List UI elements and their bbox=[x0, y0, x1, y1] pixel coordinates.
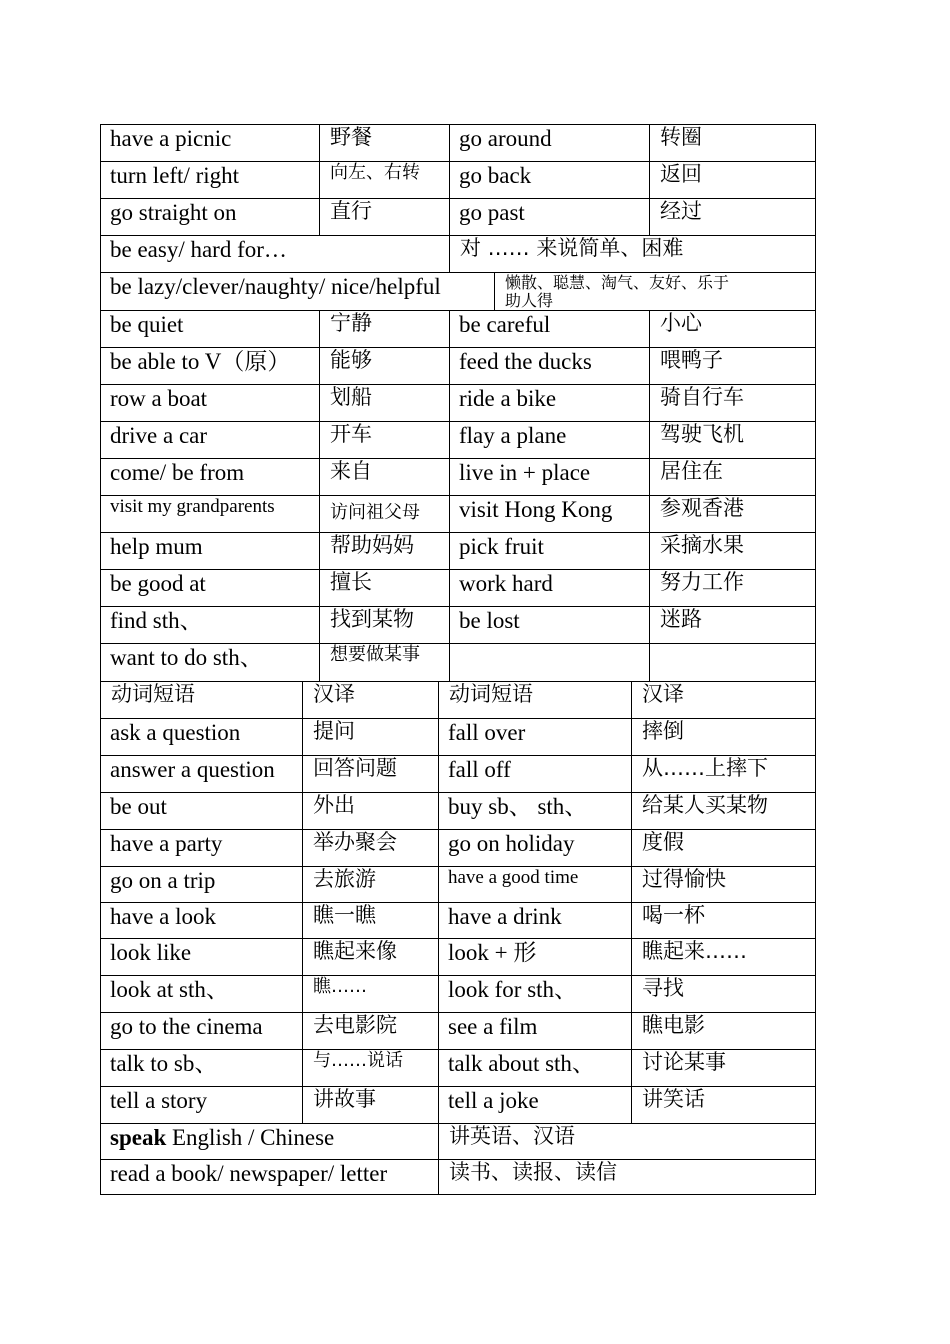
phrase-en: work hard bbox=[449, 570, 649, 606]
phrase-cn: 采摘水果 bbox=[649, 533, 815, 569]
phrase-en: look + 形 bbox=[438, 939, 631, 975]
phrase-en: look at sth、 bbox=[110, 977, 229, 1002]
phrase-cn bbox=[649, 644, 815, 681]
phrase-en: have a look bbox=[110, 904, 217, 929]
phrase-cn: 瞧…… bbox=[302, 976, 438, 1012]
phrase-en: drive a car bbox=[110, 423, 208, 448]
phrase-cn: 直行 bbox=[319, 199, 449, 235]
phrase-en: look for sth、 bbox=[438, 976, 631, 1012]
phrase-en: visit my grandparents bbox=[110, 496, 275, 517]
phrase-en: flay a plane bbox=[449, 422, 649, 458]
phrase-en: answer a question bbox=[110, 757, 275, 782]
phrase-cn: 野餐 bbox=[319, 125, 449, 161]
phrase-cn: 小心 bbox=[649, 311, 815, 347]
phrase-cn: 回答问题 bbox=[302, 756, 438, 792]
phrase-cn: 对 …… 来说简单、困难 bbox=[449, 236, 815, 272]
phrase-cn: 讨论某事 bbox=[631, 1050, 815, 1086]
table-row bbox=[100, 829, 816, 866]
column-header: 动词短语 bbox=[111, 682, 195, 706]
table-row bbox=[100, 272, 816, 310]
phrase-cn: 讲故事 bbox=[302, 1087, 438, 1123]
table-row bbox=[100, 902, 816, 938]
table-row bbox=[100, 718, 816, 755]
phrase-cn: 喝一杯 bbox=[631, 903, 815, 938]
phrase-cn: 寻找 bbox=[631, 976, 815, 1012]
phrase-en: feed the ducks bbox=[449, 348, 649, 384]
phrase-en: ask a question bbox=[110, 720, 241, 745]
table-row bbox=[100, 1123, 816, 1159]
table-row bbox=[100, 347, 816, 384]
phrase-en: be good at bbox=[110, 571, 206, 596]
phrase-cn: 与……说话 bbox=[302, 1050, 438, 1086]
phrase-cn: 经过 bbox=[649, 199, 815, 235]
table-row bbox=[100, 1012, 816, 1049]
phrase-cn: 驾驶飞机 bbox=[649, 422, 815, 458]
phrase-en: be able to V（原） bbox=[110, 349, 291, 374]
phrase-en: turn left/ right bbox=[110, 163, 240, 188]
table-row bbox=[100, 310, 816, 347]
phrase-en: buy sb、 sth、 bbox=[438, 793, 631, 829]
phrase-cn: 讲笑话 bbox=[631, 1087, 815, 1123]
phrase-cn: 划船 bbox=[319, 385, 449, 421]
phrase-cn: 瞧一瞧 bbox=[302, 903, 438, 938]
phrase-en: row a boat bbox=[110, 386, 208, 411]
phrase-cn: 开车 bbox=[319, 422, 449, 458]
phrase-en: have a drink bbox=[438, 903, 631, 938]
phrase-cn: 宁静 bbox=[319, 311, 449, 347]
table-row bbox=[100, 569, 816, 606]
phrase-en: have a picnic bbox=[110, 126, 232, 151]
table-row bbox=[100, 235, 816, 272]
phrase-cn: 举办聚会 bbox=[302, 830, 438, 866]
phrase-en-rest: English / Chinese bbox=[166, 1125, 335, 1150]
phrase-en: be lost bbox=[449, 607, 649, 643]
phrase-en: go straight on bbox=[110, 200, 237, 225]
table-header-row bbox=[100, 681, 816, 718]
phrase-cn: 瞧起来…… bbox=[631, 939, 815, 975]
column-header: 汉译 bbox=[631, 682, 815, 718]
phrase-en: help mum bbox=[110, 534, 203, 559]
phrase-en: see a film bbox=[438, 1013, 631, 1049]
phrase-en: fall over bbox=[438, 719, 631, 755]
table-row bbox=[100, 792, 816, 829]
phrase-en: look like bbox=[110, 940, 192, 965]
table-row bbox=[100, 866, 816, 902]
phrase-en: tell a story bbox=[110, 1088, 208, 1113]
phrase-en: fall off bbox=[438, 756, 631, 792]
phrase-cn: 度假 bbox=[631, 830, 815, 866]
phrase-cn: 从……上摔下 bbox=[631, 756, 815, 792]
phrase-en: go past bbox=[449, 199, 649, 235]
phrase-en: talk about sth、 bbox=[438, 1050, 631, 1086]
phrase-en: be quiet bbox=[110, 312, 184, 337]
phrase-en bbox=[101, 1124, 438, 1159]
phrase-cn: 想要做某事 bbox=[319, 644, 449, 681]
phrase-en: visit Hong Kong bbox=[449, 496, 649, 532]
phrase-cn: 擅长 bbox=[319, 570, 449, 606]
phrase-en: ride a bike bbox=[449, 385, 649, 421]
column-header: 动词短语 bbox=[438, 682, 631, 718]
table-row bbox=[100, 938, 816, 975]
phrase-cn: 帮助妈妈 bbox=[319, 533, 449, 569]
table-row bbox=[100, 161, 816, 198]
table-row bbox=[100, 384, 816, 421]
phrase-cn: 来自 bbox=[319, 459, 449, 495]
table-row bbox=[100, 532, 816, 569]
phrase-en: have a good time bbox=[438, 867, 631, 902]
phrase-en: live in + place bbox=[449, 459, 649, 495]
table-row bbox=[100, 458, 816, 495]
phrase-cn: 努力工作 bbox=[649, 570, 815, 606]
phrase-cn: 摔倒 bbox=[631, 719, 815, 755]
phrase-cn: 访问祖父母 bbox=[319, 496, 449, 532]
phrase-cn: 懒散、聪慧、淘气、友好、乐于助人得 bbox=[494, 273, 734, 310]
phrase-en: find sth、 bbox=[110, 608, 203, 633]
phrase-en: read a book/ newspaper/ letter bbox=[110, 1161, 388, 1186]
phrase-en: go around bbox=[449, 125, 649, 161]
phrase-cn: 讲英语、汉语 bbox=[438, 1124, 815, 1159]
phrase-cn: 参观香港 bbox=[649, 496, 815, 532]
bold-word: speak bbox=[110, 1125, 167, 1150]
phrase-en: be easy/ hard for… bbox=[110, 237, 287, 262]
phrase-cn: 返回 bbox=[649, 162, 815, 198]
vocabulary-table bbox=[100, 124, 816, 1195]
table-row bbox=[100, 1086, 816, 1123]
phrase-en: come/ be from bbox=[110, 460, 245, 485]
table-row bbox=[100, 421, 816, 458]
phrase-cn: 骑自行车 bbox=[649, 385, 815, 421]
phrase-cn: 提问 bbox=[302, 719, 438, 755]
phrase-cn: 找到某物 bbox=[319, 607, 449, 643]
phrase-cn: 去旅游 bbox=[302, 867, 438, 902]
phrase-cn: 喂鸭子 bbox=[649, 348, 815, 384]
table-row bbox=[100, 198, 816, 235]
phrase-en: be lazy/clever/naughty/ nice/helpful bbox=[110, 274, 441, 299]
phrase-cn: 过得愉快 bbox=[631, 867, 815, 902]
table-row bbox=[100, 975, 816, 1012]
phrase-en: go to the cinema bbox=[110, 1014, 263, 1039]
phrase-cn: 迷路 bbox=[649, 607, 815, 643]
phrase-en: pick fruit bbox=[449, 533, 649, 569]
phrase-cn: 能够 bbox=[319, 348, 449, 384]
table-row bbox=[100, 124, 816, 161]
table-row bbox=[100, 1049, 816, 1086]
phrase-en: be careful bbox=[449, 311, 649, 347]
phrase-en: talk to sb、 bbox=[110, 1051, 218, 1076]
phrase-cn: 给某人买某物 bbox=[631, 793, 815, 829]
phrase-cn: 居住在 bbox=[649, 459, 815, 495]
phrase-cn: 去电影院 bbox=[302, 1013, 438, 1049]
phrase-en: have a party bbox=[110, 831, 223, 856]
phrase-en: go back bbox=[449, 162, 649, 198]
phrase-cn: 转圈 bbox=[649, 125, 815, 161]
phrase-cn: 读书、读报、读信 bbox=[438, 1160, 815, 1194]
phrase-en: tell a joke bbox=[438, 1087, 631, 1123]
phrase-cn: 瞧起来像 bbox=[302, 939, 438, 975]
table-row bbox=[100, 1159, 816, 1195]
phrase-en: want to do sth、 bbox=[110, 645, 263, 670]
phrase-en bbox=[449, 644, 649, 681]
table-row bbox=[100, 643, 816, 681]
phrase-cn: 外出 bbox=[302, 793, 438, 829]
table-row bbox=[100, 606, 816, 643]
table-row bbox=[100, 755, 816, 792]
table-row bbox=[100, 495, 816, 532]
phrase-en: go on a trip bbox=[110, 868, 216, 893]
phrase-en: be out bbox=[110, 794, 167, 819]
column-header: 汉译 bbox=[302, 682, 438, 718]
phrase-cn: 向左、右转 bbox=[319, 162, 449, 198]
phrase-en: go on holiday bbox=[438, 830, 631, 866]
phrase-cn: 瞧电影 bbox=[631, 1013, 815, 1049]
